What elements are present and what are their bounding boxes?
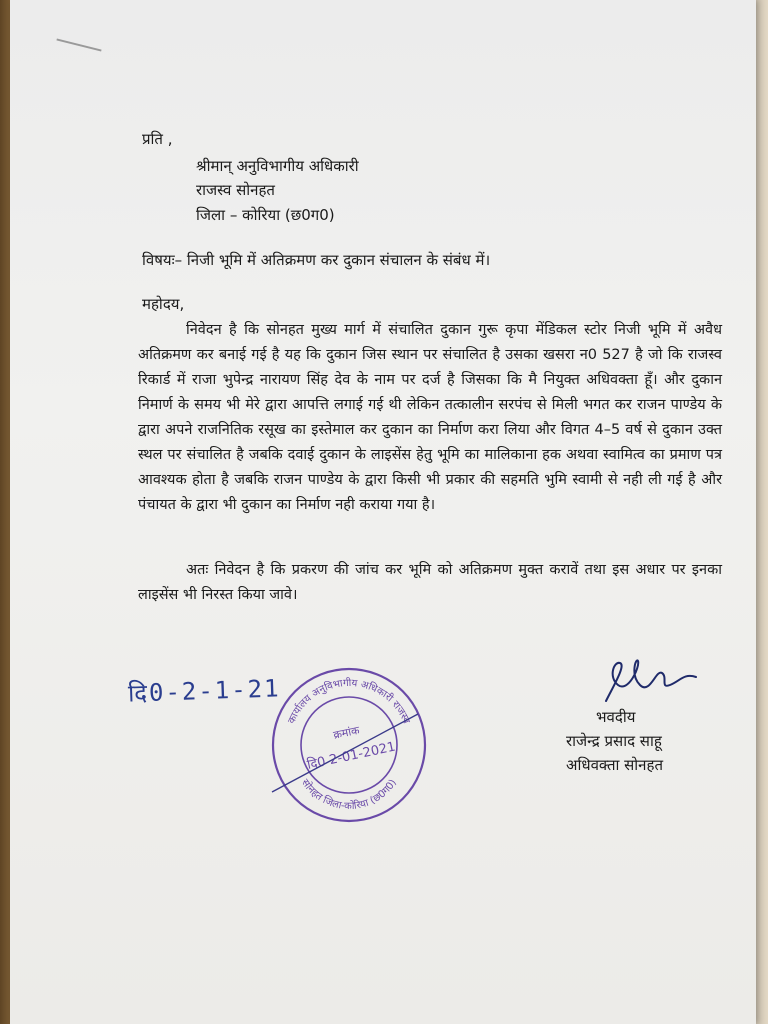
desk-background-right <box>754 0 768 1024</box>
subject-line: विषयः– निजी भूमि में अतिक्रमण कर दुकान संचालन के संबंध में। <box>142 251 491 269</box>
stamp-inward-date: दि0 2-01-2021 <box>305 739 397 773</box>
pen-mark <box>56 38 101 51</box>
handwritten-date: दि0-2-1-21 <box>127 674 282 708</box>
closing: भवदीय <box>596 708 636 726</box>
salutation-to: प्रति , <box>142 130 173 148</box>
letter-page <box>10 0 756 1024</box>
body-paragraph-1: निवेदन है कि सोनहत मुख्य मार्ग में संचालित दुकान गुरू कृपा मेंडिकल स्टोर निजी भूमि में अवैध अतिक्रमण कर बनाई गई है यह कि दुकान जिस स्थान पर संचालित है उसका खसरा न0 527 है जो कि राजस्व रिकार्ड में राजा भुपेन्द्र नारायण सिंह देव के नाम पर दर्ज है जिसका कि मै नियुक्त अधिवक्ता हूँ। और दुकान निमार्ण के समय भी मेरे द्वारा आपत्ति लगाई गई थी लेकिन तत्कालीन सरपंच से मिली भगत कर राजन पाण्डेय के द्वारा अपने राजनितिक रसूख का इस्तेमाल कर दुकान का निर्माण करा लिया और विगत 4–5 वर्ष से दुकान उक्त स्थल पर संचालित है जबकि दवाई दुकान के लाइसेंस हेतु भूमि का मालिकाना हक अथवा स्वामित्व का प्रमाण पत्र आवश्यक होता है जबकि राजन पाण्डेय के द्वारा किसी भी प्रकार की सहमति भुमि स्वामी से नही ली गई है और पंचायत के द्वारा भी दुकान का निर्माण नही कराया गया है। <box>138 322 722 513</box>
stamp-top-text: कार्यालय अनुविभागीय अधिकारी राजस्व <box>286 677 412 726</box>
stamp-bottom-text: सोनहत जिला-कोरिया (छ0ग0) <box>299 777 399 813</box>
office-seal-stamp <box>268 664 430 826</box>
signer-title: अधिवक्ता सोनहत <box>566 756 664 774</box>
recipient-line-2: राजस्व सोनहत <box>196 181 275 199</box>
signer-name: राजेन्द्र प्रसाद साहू <box>566 732 662 750</box>
greeting: महोदय, <box>142 295 185 313</box>
body-paragraph-2: अतः निवेदन है कि प्रकरण की जांच कर भूमि को अतिक्रमण मुक्त करावें तथा इस अधार पर इनका लाइसेंस भी निरस्त किया जावे। <box>138 562 722 603</box>
recipient-line-3: जिला – कोरिया (छ0ग0) <box>196 206 335 224</box>
signature <box>600 655 700 707</box>
recipient-line-1: श्रीमान् अनुविभागीय अधिकारी <box>196 157 359 175</box>
stamp-inward-label: क्रमांक <box>332 723 361 742</box>
